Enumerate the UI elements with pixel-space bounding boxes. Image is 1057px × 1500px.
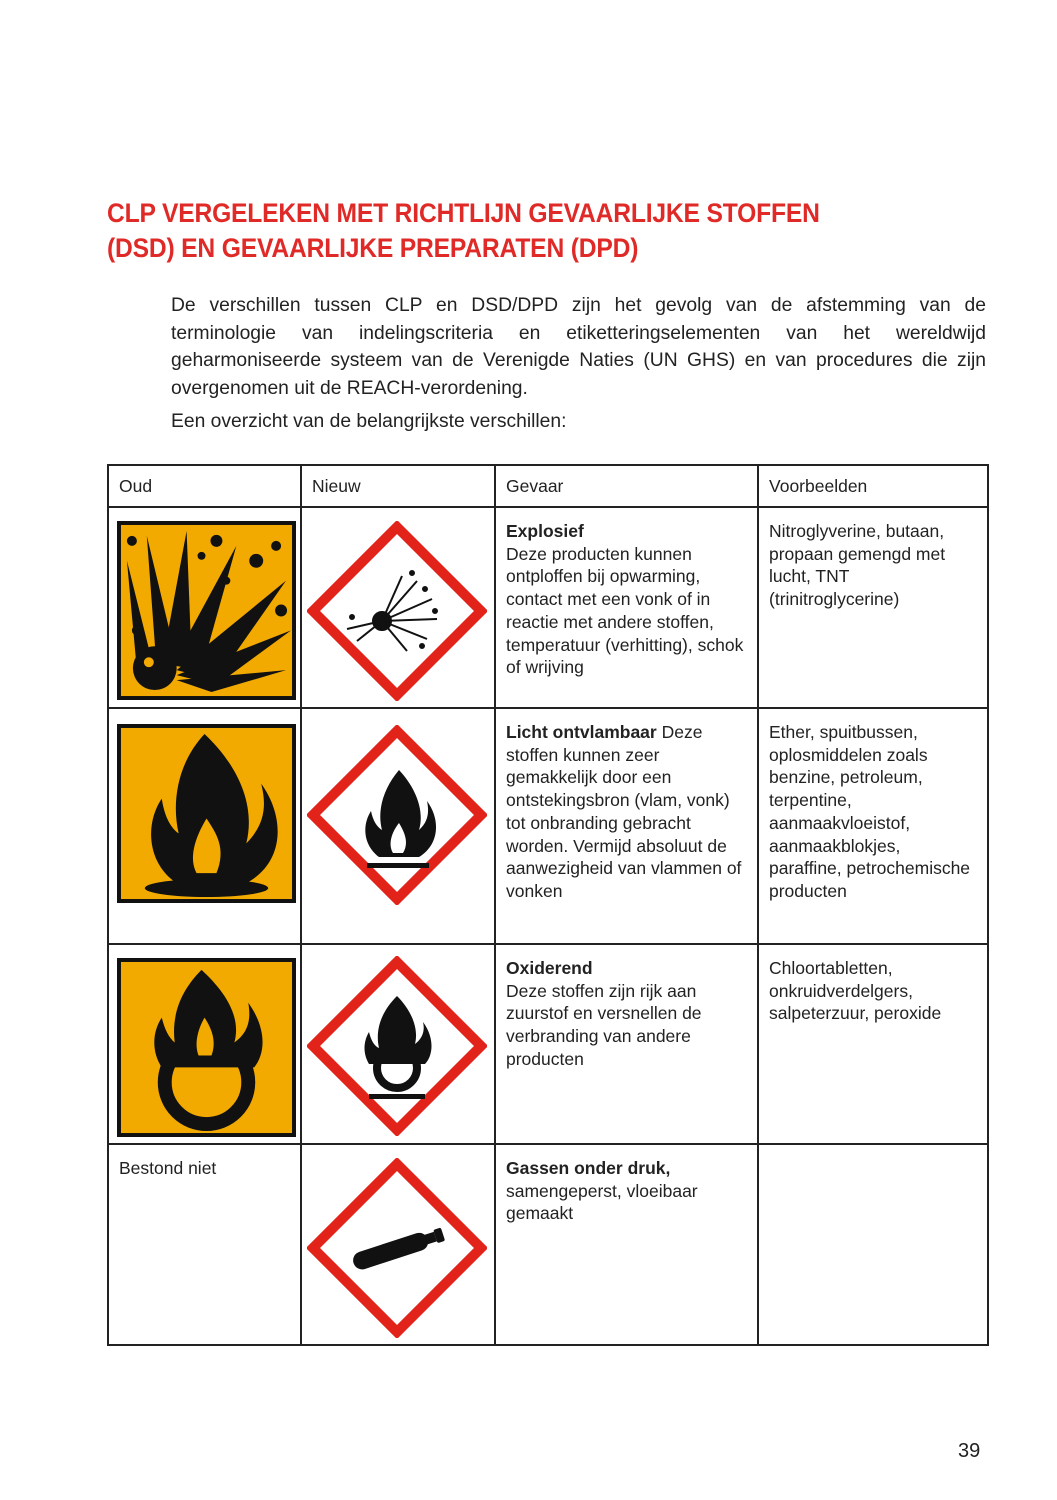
hazard-title: Gassen onder druk, bbox=[506, 1158, 671, 1178]
hazard-cell bbox=[495, 708, 758, 944]
ghs-oxidizing-icon bbox=[307, 956, 487, 1136]
hazard-cell bbox=[495, 507, 758, 708]
examples-cell: Nitroglyverine, butaan, propaan gemengd met lucht, TNT (trinitroglycerine) bbox=[758, 507, 988, 708]
ghs-flammable-icon bbox=[307, 725, 487, 905]
hazard-title: Licht ontvlambaar bbox=[506, 722, 657, 742]
hazard-title: Oxiderend bbox=[506, 958, 593, 978]
table-header-row bbox=[108, 465, 988, 507]
page-title bbox=[107, 196, 925, 266]
hazard-title: Explosief bbox=[506, 521, 584, 541]
ghs-gas-cylinder-icon bbox=[307, 1158, 487, 1338]
header-old: Oud bbox=[108, 465, 301, 507]
intro-paragraph: De verschillen tussen CLP en DSD/DPD zijn het gevolg van de afstemming van de terminologie van indelingscriteria en etiketteringselementen van het wereldwijd geharmoniseerde systeem van de Verenigde Naties (UN GHS) en van procedures die zijn overgenomen uit de REACH-verordening. bbox=[171, 295, 986, 399]
oxidizing-orange-icon bbox=[117, 958, 296, 1137]
title-line-1: CLP VERGELEKEN MET RICHTLIJN GEVAARLIJKE STOFFEN bbox=[107, 198, 820, 228]
old-symbol-cell: Bestond niet bbox=[108, 1144, 301, 1345]
new-symbol-cell bbox=[301, 1144, 495, 1345]
table-row bbox=[108, 507, 988, 708]
table-row bbox=[108, 1144, 988, 1345]
table-row bbox=[108, 708, 988, 944]
examples-cell bbox=[758, 1144, 988, 1345]
new-symbol-cell bbox=[301, 944, 495, 1144]
ghs-explosive-icon bbox=[307, 521, 487, 701]
intro-text bbox=[171, 292, 986, 436]
hazard-description: Deze producten kunnen ontploffen bij opwarming, contact met een vonk of in reactie met andere stoffen, temperatuur (verhitting), schok of wrijving bbox=[506, 543, 744, 678]
header-examples: Voorbeelden bbox=[758, 465, 988, 507]
hazard-comparison-table bbox=[107, 464, 989, 1346]
examples-cell: Ether, spuitbussen, oplosmiddelen zoals benzine, petroleum, terpentine, aanmaakvloeistof, aanmaakblokjes, paraffine, petrochemische producten bbox=[758, 708, 988, 944]
hazard-cell bbox=[495, 944, 758, 1144]
header-hazard: Gevaar bbox=[495, 465, 758, 507]
hazard-description: Deze stoffen zijn rijk aan zuurstof en versnellen de verbranding van andere producten bbox=[506, 980, 702, 1069]
title-line-2: (DSD) EN GEVAARLIJKE PREPARATEN (DPD) bbox=[107, 233, 639, 263]
flammable-orange-icon bbox=[117, 724, 296, 903]
hazard-description: samengeperst, vloeibaar gemaakt bbox=[506, 1180, 698, 1224]
explosive-orange-icon bbox=[117, 521, 296, 700]
new-symbol-cell bbox=[301, 708, 495, 944]
page-number: 39 bbox=[958, 1440, 981, 1462]
hazard-description: Deze stoffen kunnen zeer gemakkelijk door een ontstekingsbron (vlam, vonk) tot onbranding gebracht worden. Vermijd absoluut de aanwezigheid van vlammen of vonken bbox=[506, 722, 742, 901]
examples-cell: Chloortabletten, onkruidverdelgers, salpeterzuur, peroxide bbox=[758, 944, 988, 1144]
header-new: Nieuw bbox=[301, 465, 495, 507]
new-symbol-cell bbox=[301, 507, 495, 708]
old-symbol-cell bbox=[108, 944, 301, 1144]
table-row bbox=[108, 944, 988, 1144]
old-symbol-cell bbox=[108, 507, 301, 708]
overview-line: Een overzicht van de belangrijkste verschillen: bbox=[171, 411, 567, 432]
hazard-cell bbox=[495, 1144, 758, 1345]
old-symbol-cell bbox=[108, 708, 301, 944]
